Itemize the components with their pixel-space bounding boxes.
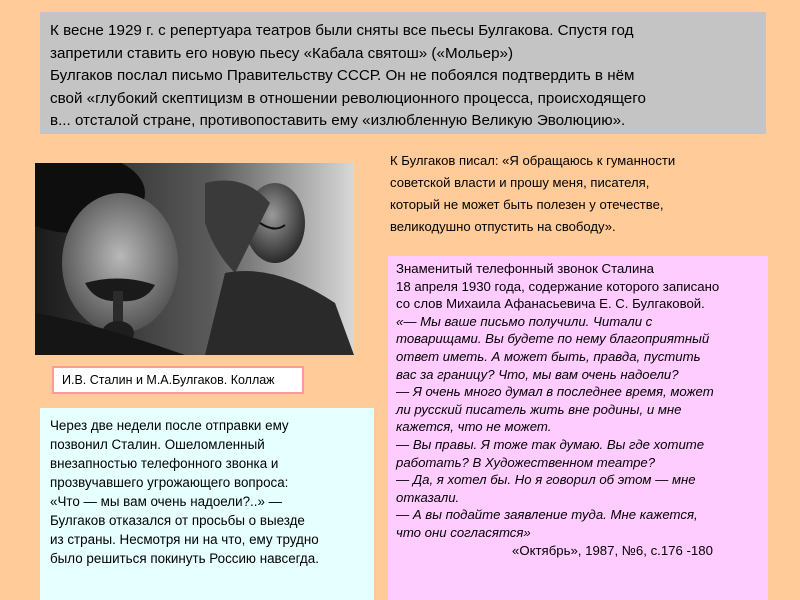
dialogue-line: ответ иметь. А может быть, правда, пустить: [396, 348, 701, 364]
summary-line: внезапностью телефонного звонка и: [50, 456, 279, 471]
intro-line: Булгаков послал письмо Правительству СССР. Он не побоялся подтвердить в нём: [50, 67, 635, 84]
dialogue-line: ли русский писатель жить вне родины, и мне: [396, 401, 682, 417]
summary-line: Булгаков отказался от просьбы о выезде: [50, 513, 305, 528]
dialogue-line: — Да, я хотел бы. Но я говорил об этом — мне: [396, 472, 696, 488]
dialogue-line: — А вы подайте заявление туда. Мне кажется,: [396, 507, 698, 523]
quote-line: великодушно отпустить на свободу».: [390, 219, 616, 234]
summary-line: прозвучавшего угрожающего вопроса:: [50, 475, 289, 490]
intro-line: запретили ставить его новую пьесу «Кабала святош» («Мольер»): [50, 44, 514, 62]
dialogue-line: что они согласятся»: [396, 524, 531, 540]
intro-line: свой «глубокий скептицизм в отношении революционного процесса, происходящего: [50, 89, 646, 107]
summary-line: из страны. Несмотря ни на что, ему трудно: [50, 532, 319, 547]
intro-line: в... отсталой стране, противопоставить ему «излюбленную Великую Эволюцию».: [50, 112, 626, 129]
phone-call-transcript-box: [388, 256, 768, 600]
quote-line: К Булгаков писал: «Я обращаюсь к гуманности: [390, 153, 676, 168]
source-citation: «Октябрь», 1987, №6, с.176 -180: [512, 542, 713, 558]
intro-line: К весне 1929 г. с репертуара театров были сняты все пьесы Булгакова. Спустя год: [50, 22, 634, 39]
dialogue-line: работать? В Художественном театре?: [396, 454, 656, 470]
dialogue-line: вас за границу? Что, мы вам очень надоели?: [396, 366, 679, 382]
quote-line: советской власти и прошу меня, писателя,: [390, 175, 650, 190]
dialogue-line: — Вы правы. Я тоже так думаю. Вы где хотите: [396, 436, 705, 452]
dialogue-line: «— Мы ваше письмо получили. Читали с: [396, 313, 653, 329]
summary-line: «Что — мы вам очень надоели?..» —: [50, 494, 283, 509]
summary-line: Через две недели после отправки ему: [50, 418, 289, 433]
transcript-intro-line: 18 апреля 1930 года, содержание которого записано: [396, 278, 720, 294]
stalin-bulgakov-collage-photo: [35, 163, 354, 355]
transcript-intro-line: Знаменитый телефонный звонок Сталина: [396, 261, 654, 276]
summary-line: позвонил Сталин. Ошеломленный: [50, 437, 265, 452]
phone-call-summary-box: [40, 408, 374, 600]
photo-caption: И.В. Сталин и М.А.Булгаков. Коллаж: [52, 366, 304, 394]
dialogue-line: отказали.: [396, 489, 460, 505]
photo-collage-image: [35, 163, 354, 355]
summary-line: было решиться покинуть Россию навсегда.: [50, 551, 319, 566]
bulgakov-letter-quote: [390, 150, 770, 238]
transcript-intro-line: со слов Михаила Афанасьевича Е. С. Булгаковой.: [396, 296, 705, 312]
dialogue-line: товарищами. Вы будете по нему благоприятный: [396, 331, 710, 347]
intro-text-box: [40, 12, 766, 134]
dialogue-line: — Я очень много думал в последнее время, может: [396, 384, 714, 400]
dialogue-line: кажется, что не может.: [396, 419, 552, 435]
quote-line: который не может быть полезен у отечестве,: [390, 197, 664, 212]
